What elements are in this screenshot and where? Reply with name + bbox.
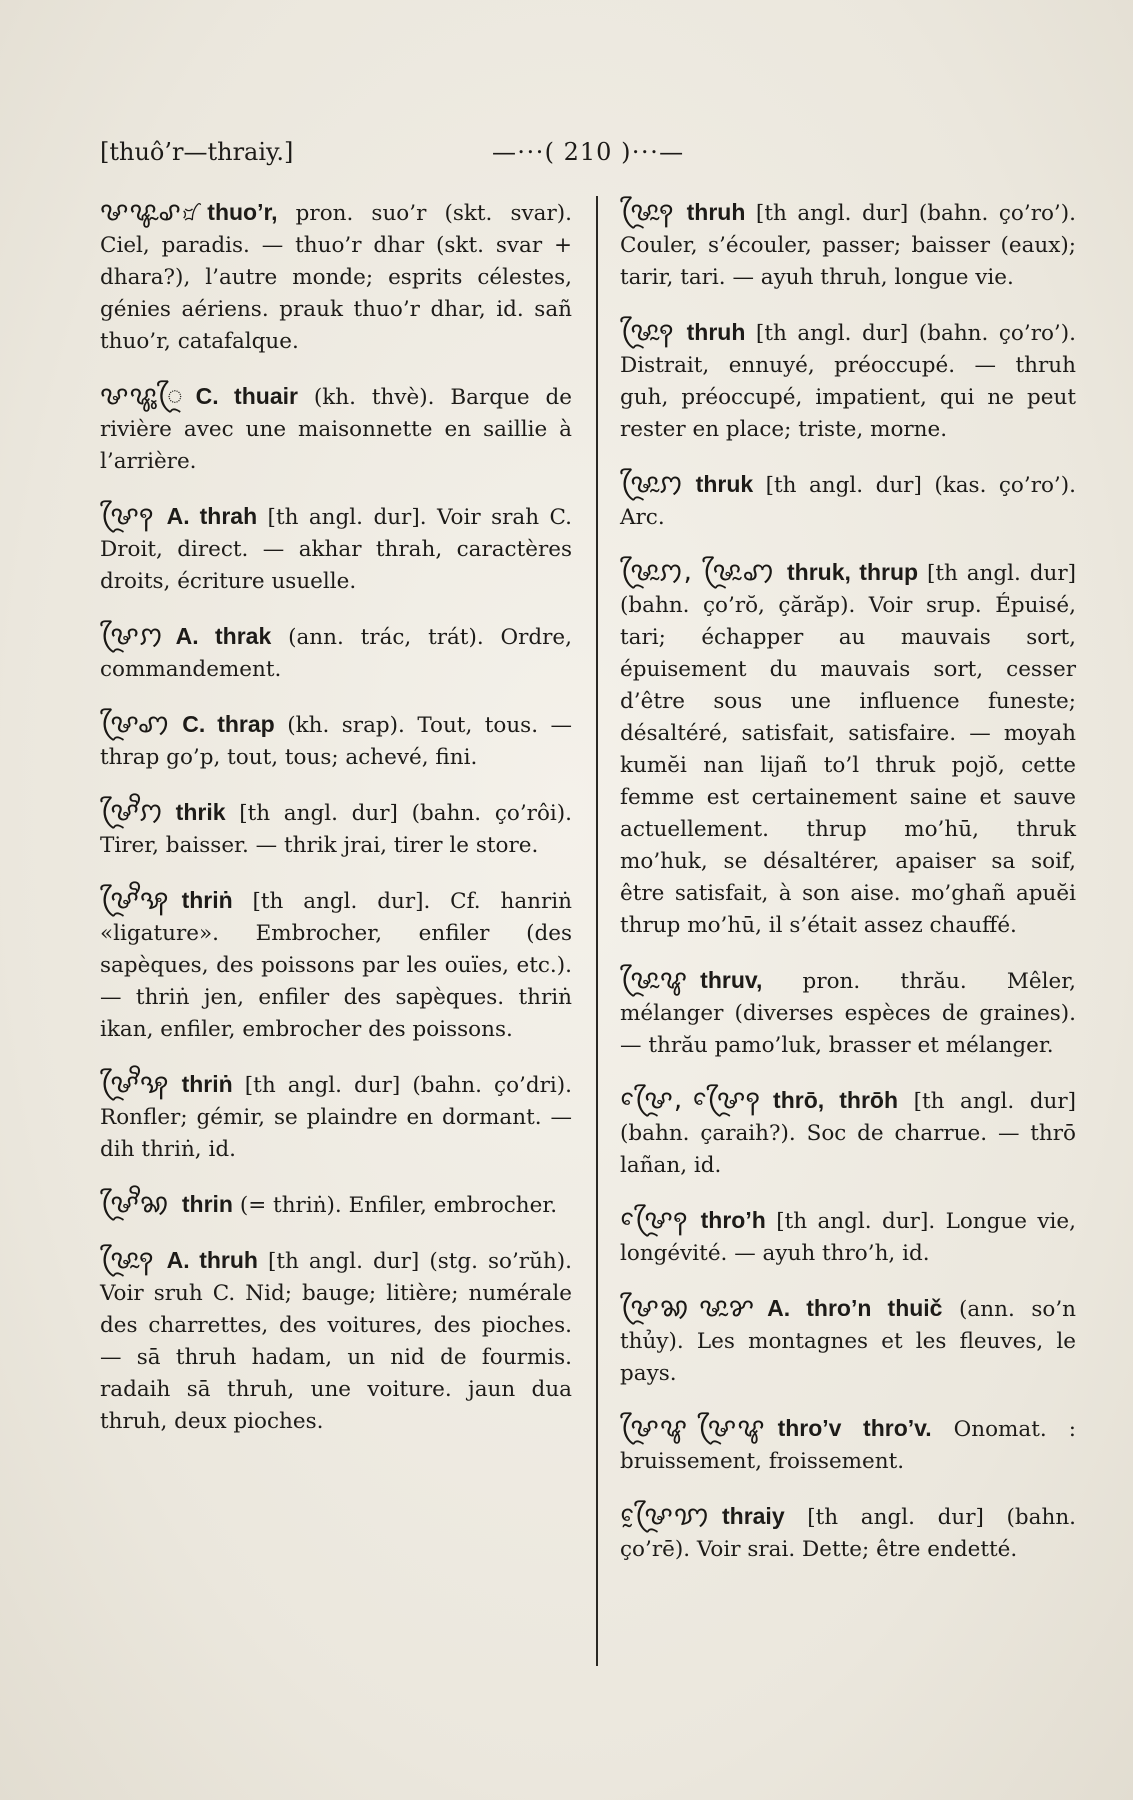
headword: thruh	[686, 319, 746, 345]
definition: [th angl. dur]. Voir srah C. Droit, direct. — akhar thrah, caractères droits, écriture usuelle.	[100, 505, 573, 594]
running-title: [thuô’r—thraiy.]	[100, 138, 294, 166]
definition: [th angl. dur] (kas. ço’ro’). Arc.	[620, 473, 1076, 530]
dictionary-entry	[100, 380, 572, 478]
headword: thuo’r,	[207, 199, 278, 225]
dictionary-entry	[100, 620, 572, 686]
cham-script-word: ꨔꨴꨭꩍ	[620, 197, 675, 227]
cham-script-word: ꨔꨴꨥ ꨔꨴꨥ	[620, 1413, 766, 1443]
dictionary-entry	[620, 1292, 1076, 1390]
dictionary-entry	[100, 884, 572, 1046]
definition: [th angl. dur] (bahn. ço’ro’). Couler, s’écouler, passer; baisser (eaux); tarir, tari. — ayuh thruh, longue vie.	[620, 201, 1076, 290]
headword: thruk, thrup	[786, 559, 919, 585]
definition: [th angl. dur] (bahn. ço’rŏ, çărăp). Voir srup. Épuisé, tari; échapper au mauvais sort, épuisement du mauvais sort, cesser d’être sous une influence funeste; désaltéré, satisfait, satisfaire. — moyah kumĕi nan lijañ to’l thruk pojŏ, cette femme est certainement saine et sauve actuellement. thrup mo’hū, thruk mo’huk, se désaltérer, apaiser sa soif, être satisfait, à son aise. mo’ghañ apuĕi thrup mo’hū, il s’était assez chauffé.	[620, 561, 1076, 938]
definition: pron. suo’r (skt. svar). Ciel, paradis. — thuo’r dhar (skt. svar + dhara?), l’autre monde; esprits célestes, génies aériens. prauk thuo’r dhar, id. sañ thuo’r, catafalque.	[100, 201, 572, 354]
definition: pron. thrău. Mêler, mélanger (diverses espèces de graines). — thrău pamo’luk, brasser et mélanger.	[620, 969, 1076, 1058]
definition: [th angl. dur]. Longue vie, longévité. — ayuh thro’h, id.	[620, 1209, 1076, 1266]
cham-script-word: ꨔꨴꩍ	[100, 501, 155, 531]
cham-script-word: ꨔꨴꩆ ꨔꨭꨌ	[620, 1293, 756, 1323]
dictionary-entry	[100, 500, 572, 598]
headword: thrik	[175, 799, 226, 825]
headword: thro’v thro’v.	[777, 1415, 932, 1441]
headword: thrin	[181, 1191, 233, 1217]
definition: [th angl. dur]. Cf. hanriṅ «ligature». Embrocher, enfiler (des sapèques, des poissons par les ouïes, etc.). — thriṅ jen, enfiler des sapèques. thriṅ ikan, enfiler, embrocher des poissons.	[100, 889, 572, 1042]
headword: thriṅ	[181, 887, 233, 913]
dictionary-entry	[620, 468, 1076, 534]
definition: [th angl. dur] (bahn. ço’rē). Voir srai. Dette; être endetté.	[620, 1505, 1076, 1562]
cham-script-word: ꨔꨴꨪꩀ	[100, 797, 164, 827]
dictionary-entry	[620, 1412, 1076, 1478]
cham-script-word: ꨔꨴꨭꩍ	[100, 1245, 155, 1275]
cham-script-word: ꨔꨴꨯ, ꨔꨴꨯꩍ	[620, 1085, 762, 1115]
headword: thruv,	[700, 967, 763, 993]
cham-script-word: ꨔꨴꨭꩀ	[620, 469, 684, 499]
definition: [th angl. dur] (bahn. ço’ro’). Distrait, ennuyé, préoccupé. — thruh guh, préoccupé, impatient, qui ne peut rester en place; triste, morne.	[620, 321, 1076, 442]
dictionary-entry	[620, 556, 1076, 942]
cham-script-word: ꨔꨴꨪꩆ	[100, 1189, 170, 1219]
page-number: —⋅⋅⋅( 210 )⋅⋅⋅—	[492, 138, 685, 166]
headword: thruh	[686, 199, 746, 225]
definition: (ann. trác, trát). Ordre, commandement.	[100, 625, 572, 682]
dictionary-entry	[620, 1500, 1076, 1566]
cham-script-word: ꨔꨴꨪꩂ	[100, 1069, 170, 1099]
definition: [th angl. dur] (bahn. çaraih?). Soc de charrue. — thrō lañan, id.	[620, 1089, 1077, 1178]
cham-script-word: ꨔꨴꩀ	[100, 621, 164, 651]
headword: thruk	[695, 471, 754, 497]
cham-script-word: ꨔꨥꨭꨣ꩸	[100, 197, 196, 227]
headword: thriṅ	[181, 1071, 233, 1097]
dictionary-entry	[100, 1188, 572, 1222]
definition: (ann. so’n thủy). Les montagnes et les fleuves, le pays.	[620, 1297, 1076, 1386]
cham-script-word: ꨔꨴꨰꩈ	[620, 1501, 710, 1531]
dictionary-entry	[620, 316, 1076, 446]
dictionary-entry	[100, 708, 572, 774]
definition: [th angl. dur] (bahn. ço’dri). Ronfler; gémir, se plaindre en dormant. — dih thriṅ, id.	[100, 1073, 572, 1162]
cham-script-word: ꨔꨴꨭꩀ, ꨔꨴꨭꩇ	[620, 557, 775, 587]
headword: A. thrah	[166, 503, 258, 529]
dictionary-entry	[620, 196, 1076, 294]
cham-script-word: ꨔꨴꨪꩂ	[100, 885, 170, 915]
headword: C. thuair	[195, 383, 298, 409]
dictionary-entry	[620, 964, 1076, 1062]
headword: A. thrak	[175, 623, 272, 649]
dictionary-entry	[100, 1244, 572, 1438]
dictionary-entry	[100, 796, 572, 862]
dictionary-entry	[100, 196, 572, 358]
definition: (= thriṅ). Enfiler, embrocher.	[232, 1193, 558, 1218]
dictionary-entry	[620, 1204, 1076, 1270]
definition: (kh. srap). Tout, tous. — thrap go’p, tout, tous; achevé, fini.	[100, 713, 573, 770]
cham-script-word: ꨔꨴꨯꩍ	[620, 1205, 689, 1235]
cham-script-word: ꨔꨴꨭꨥ	[620, 965, 689, 995]
headword: A. thro’n thuič	[767, 1295, 943, 1321]
cham-script-word: ꨔꨴꨭꩍ	[620, 317, 675, 347]
left-column	[100, 196, 572, 1460]
headword: A. thruh	[166, 1247, 258, 1273]
dictionary-entry	[620, 1084, 1076, 1182]
cham-script-word: ꨔꨥꨶꨴ	[100, 381, 184, 411]
headword: C. thrap	[182, 711, 275, 737]
dictionary-entry	[100, 1068, 572, 1166]
definition: Onomat. : bruissement, froissement.	[620, 1417, 1076, 1474]
right-column	[620, 196, 1076, 1588]
headword: thrō, thrōh	[773, 1087, 899, 1113]
cham-script-word: ꨔꨴꩇ	[100, 709, 171, 739]
definition: [th angl. dur] (stg. so’rŭh). Voir sruh C. Nid; bauge; litière; numérale des charrettes, des voitures, des pioches. — sā thruh hadam, un nid de fourmis. radaih sā thruh, une voiture. jaun dua thruh, deux pioches.	[100, 1249, 573, 1434]
definition: [th angl. dur] (bahn. ço’rôi). Tirer, baisser. — thrik jrai, tirer le store.	[100, 801, 572, 858]
definition: (kh. thvè). Barque de rivière avec une maisonnette en saillie à l’arrière.	[100, 385, 572, 474]
running-head	[100, 138, 1075, 178]
column-divider	[596, 196, 598, 1666]
headword: thro’h	[700, 1207, 766, 1233]
headword: thraiy	[721, 1503, 785, 1529]
